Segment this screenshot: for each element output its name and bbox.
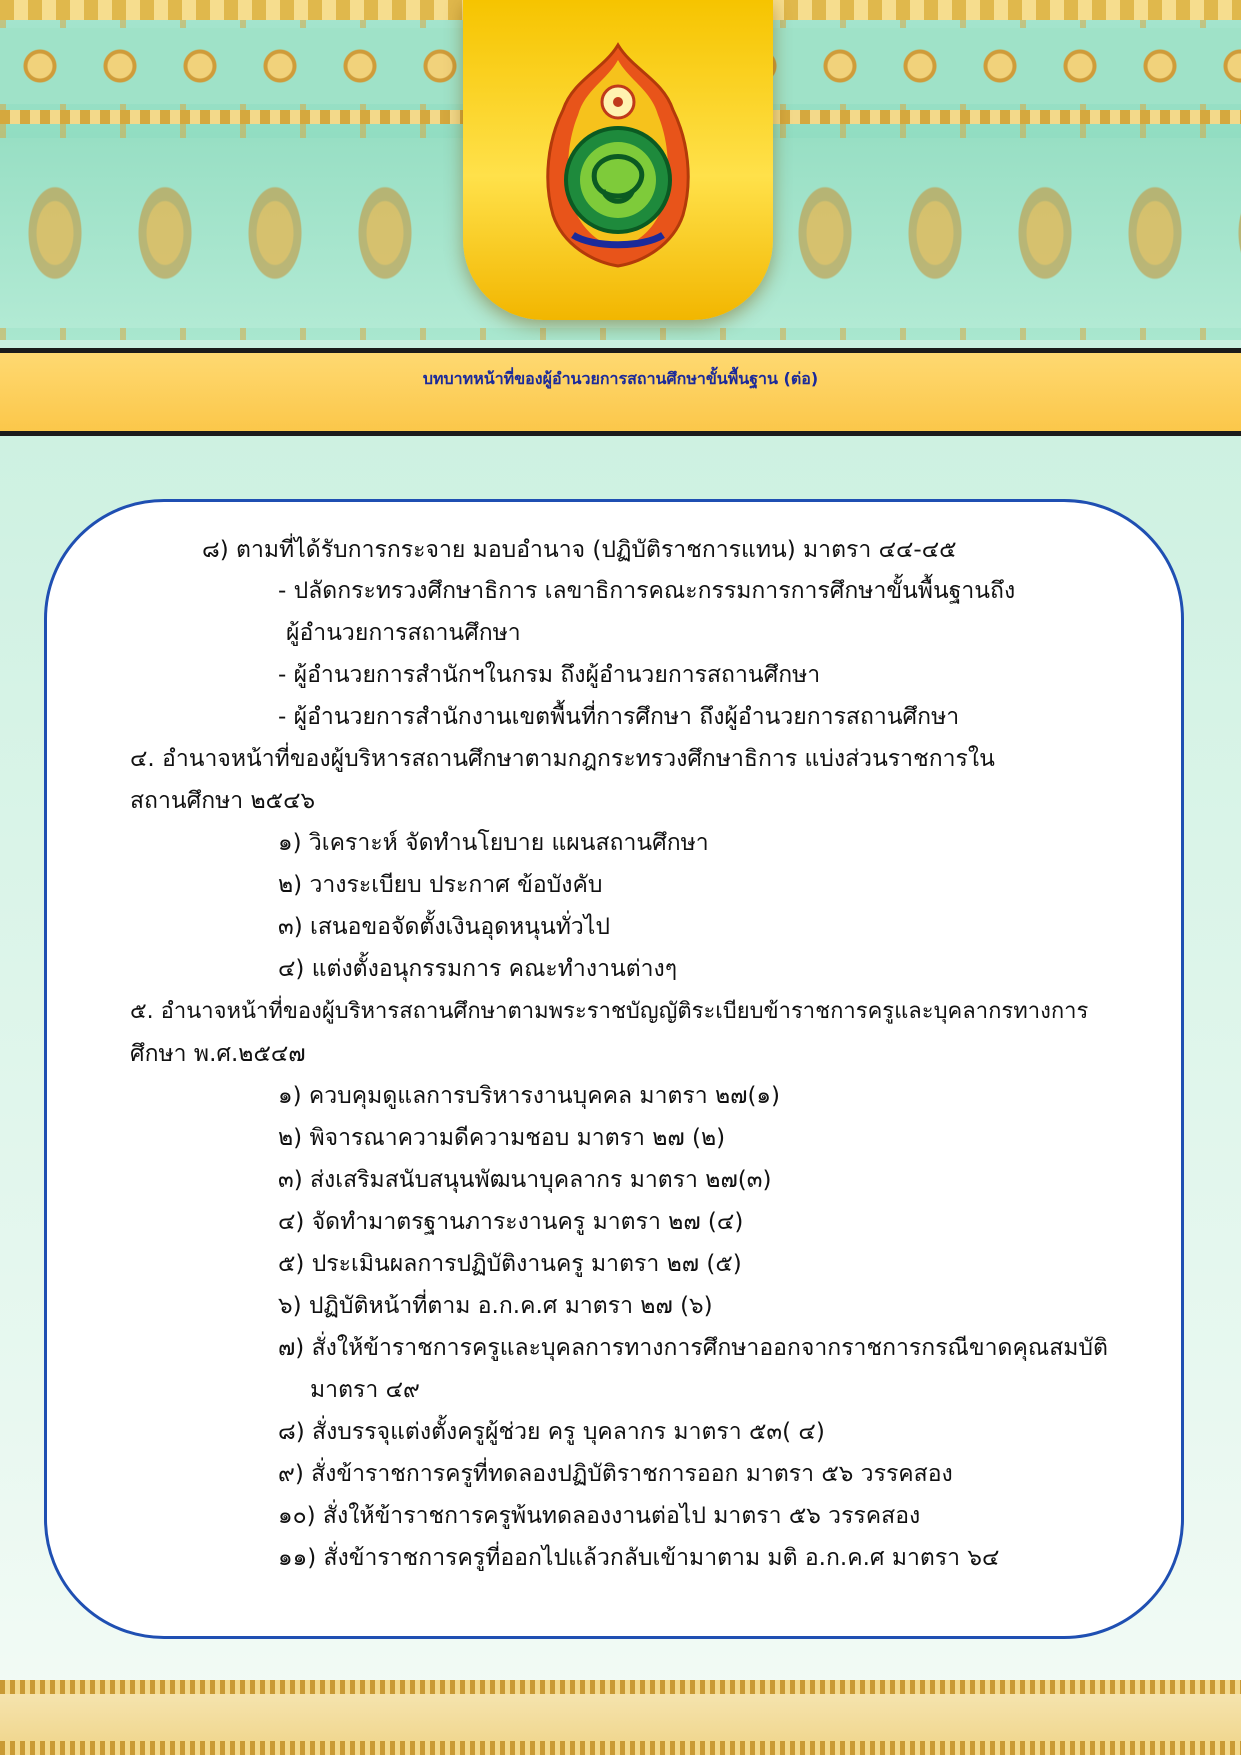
text-line: ๖) ปฏิบัติหน้าที่ตาม อ.ก.ค.ศ มาตรา ๒๗ (๖) [278, 1293, 713, 1319]
text-line: ๗) สั่งให้ข้าราชการครูและบุคลการทางการศึกษาออกจากราชการกรณีขาดคุณสมบัติ [278, 1335, 1108, 1361]
text-line: ๔. อำนาจหน้าที่ของผู้บริหารสถานศึกษาตามกฎกระทรวงศึกษาธิการ แบ่งส่วนราชการใน [130, 746, 995, 772]
header-banner [0, 0, 1241, 340]
text-line: มาตรา ๔๙ [310, 1377, 420, 1403]
text-line: ๘) สั่งบรรจุแต่งตั้งครูผู้ช่วย ครู บุคลากร มาตรา ๕๓( ๔) [278, 1419, 825, 1445]
obec-emblem-icon [533, 40, 703, 270]
text-line: ๙) สั่งข้าราชการครูที่ทดลองปฏิบัติราชการออก มาตรา ๕๖ วรรคสอง [278, 1461, 953, 1487]
text-line: ๓) เสนอขอจัดตั้งเงินอุดหนุนทั่วไป [278, 914, 610, 940]
text-line: สถานศึกษา ๒๕๔๖ [130, 788, 316, 814]
bottom-ornament-frame [0, 1680, 1241, 1755]
text-line: ๕. อำนาจหน้าที่ของผู้บริหารสถานศึกษาตามพระราชบัญญัติระเบียบข้าราชการครูและบุคลากรทางการ [130, 999, 1089, 1024]
text-line: ๑) ควบคุมดูแลการบริหารงานบุคคล มาตรา ๒๗(๑) [278, 1083, 781, 1109]
text-line: ๘) ตามที่ได้รับการกระจาย มอบอำนาจ (ปฏิบัติราชการแทน) มาตรา ๔๔-๔๕ [202, 537, 957, 563]
text-line: - ผู้อำนวยการสำนักงานเขตพื้นที่การศึกษา ถึงผู้อำนวยการสถานศึกษา [278, 704, 960, 730]
text-line: ผู้อำนวยการสถานศึกษา [286, 620, 521, 646]
text-line: ๒) พิจารณาความดีความชอบ มาตรา ๒๗ (๒) [278, 1125, 726, 1151]
page-title: บทบาทหน้าที่ของผู้อำนวยการสถานศึกษาขั้นพื้นฐาน (ต่อ) [422, 369, 819, 388]
text-line: ๑๑) สั่งข้าราชการครูที่ออกไปแล้วกลับเข้ามาตาม มติ อ.ก.ค.ศ มาตรา ๖๔ [278, 1545, 1000, 1571]
text-line: - ปลัดกระทรวงศึกษาธิการ เลขาธิการคณะกรรมการการศึกษาขั้นพื้นฐานถึง [278, 578, 1016, 604]
text-line: - ผู้อำนวยการสำนักฯในกรม ถึงผู้อำนวยการสถานศึกษา [278, 662, 821, 688]
text-line: ๕) ประเมินผลการปฏิบัติงานครู มาตรา ๒๗ (๕) [278, 1251, 742, 1277]
text-line: ๔) แต่งตั้งอนุกรรมการ คณะทำงานต่างๆ [278, 956, 678, 982]
text-line: ๒) วางระเบียบ ประกาศ ข้อบังคับ [278, 872, 603, 898]
text-line: ๔) จัดทำมาตรฐานภาระงานครู มาตรา ๒๗ (๔) [278, 1209, 744, 1235]
text-line: ศึกษา พ.ศ.๒๕๔๗ [130, 1041, 306, 1067]
text-line: ๑) วิเคราะห์ จัดทำนโยบาย แผนสถานศึกษา [278, 830, 709, 856]
text-line: ๑๐) สั่งให้ข้าราชการครูพ้นทดลองงานต่อไป มาตรา ๕๖ วรรคสอง [278, 1503, 921, 1529]
text-line: ๓) ส่งเสริมสนับสนุนพัฒนาบุคลากร มาตรา ๒๗(๓) [278, 1167, 772, 1193]
emblem-plaque [463, 0, 773, 330]
title-bar [0, 348, 1241, 436]
